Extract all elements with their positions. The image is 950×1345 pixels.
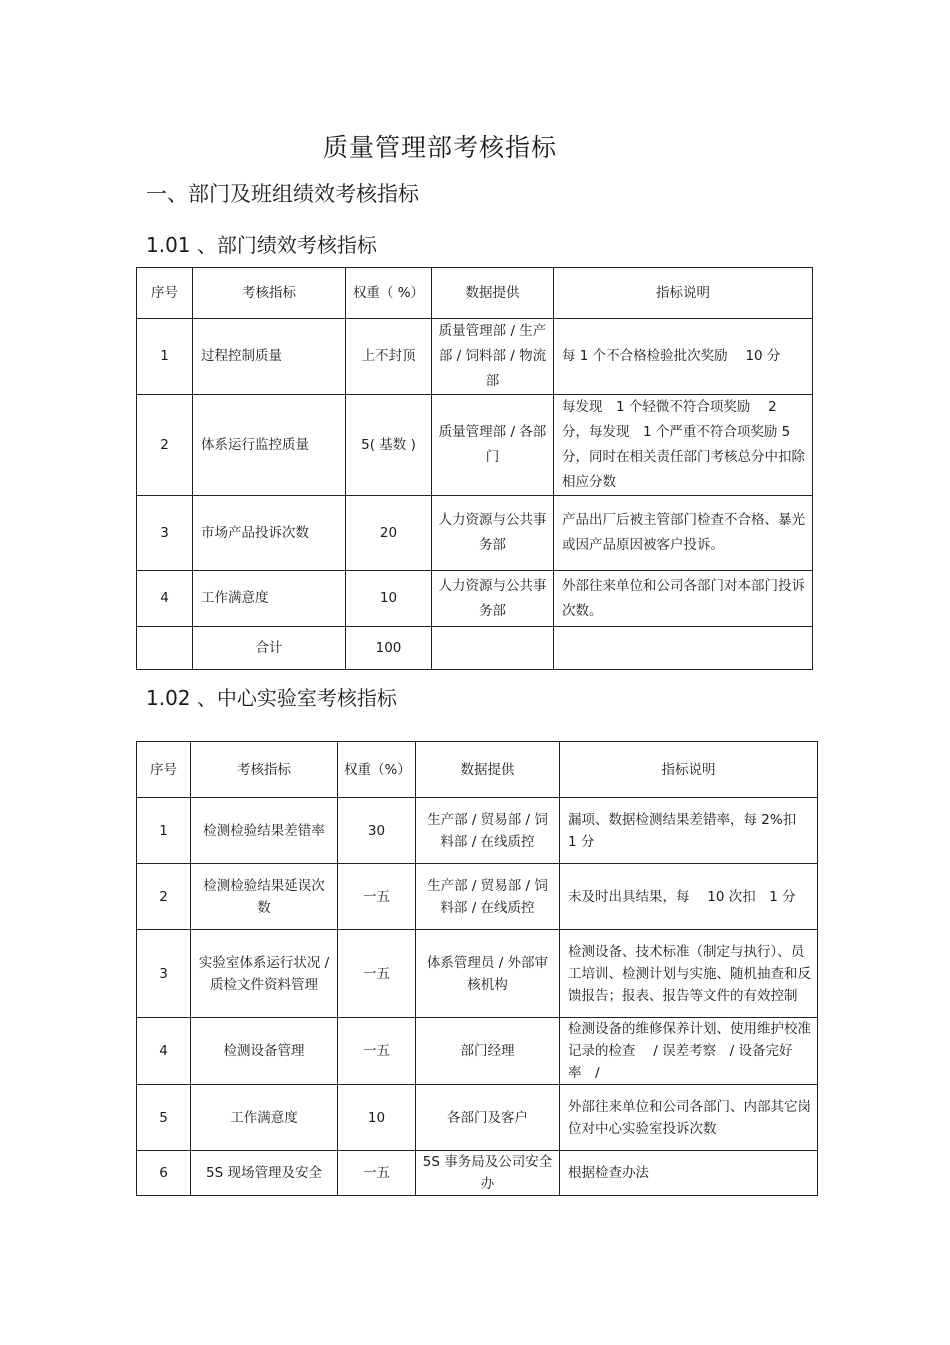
kpi-description: 每发现 1 个轻微不符合项奖励 2 分，每发现 1 个严重不符合项奖励 5 分，同时在相关责任部门考核总分中扣除相应分数	[554, 395, 813, 496]
kpi-description: 未及时出具结果，每 10 次扣 1 分	[560, 864, 818, 930]
table-row	[137, 571, 813, 627]
table-row	[137, 930, 818, 1018]
header-cell: 数据提供	[432, 268, 554, 319]
table-row	[137, 798, 818, 864]
header-cell: 指标说明	[554, 268, 813, 319]
header-cell: 权重（ %）	[346, 268, 432, 319]
table-row	[137, 864, 818, 930]
data-provider: 生产部 / 贸易部 / 饲料部 / 在线质控	[416, 798, 560, 864]
table-header-row	[137, 268, 813, 319]
table-row	[137, 395, 813, 496]
lab-kpi-table	[136, 741, 818, 1196]
total-label: 合计	[193, 627, 346, 670]
row-index: 3	[137, 496, 193, 571]
header-cell: 考核指标	[193, 268, 346, 319]
department-kpi-table	[136, 267, 813, 670]
kpi-name: 市场产品投诉次数	[193, 496, 346, 571]
header-cell: 考核指标	[191, 742, 338, 798]
kpi-name: 检测设备管理	[191, 1018, 338, 1085]
kpi-name: 检测检验结果差错率	[191, 798, 338, 864]
header-cell: 权重（%）	[338, 742, 416, 798]
page-title: 质量管理部考核指标	[322, 133, 557, 162]
row-index: 4	[137, 1018, 191, 1085]
header-cell: 指标说明	[560, 742, 818, 798]
data-provider: 质量管理部 / 各部门	[432, 395, 554, 496]
kpi-name: 实验室体系运行状况 / 质检文件资料管理	[191, 930, 338, 1018]
header-cell: 序号	[137, 268, 193, 319]
kpi-weight: 30	[338, 798, 416, 864]
kpi-description: 检测设备的维修保养计划、使用维护校准记录的检查 / 误差考察 / 设备完好率 /	[560, 1018, 818, 1085]
row-index: 6	[137, 1151, 191, 1196]
kpi-weight: 上不封顶	[346, 319, 432, 395]
table-header-row	[137, 742, 818, 798]
section-heading: 一、部门及班组绩效考核指标	[146, 182, 419, 206]
kpi-description: 根据检查办法	[560, 1151, 818, 1196]
total-weight: 100	[346, 627, 432, 670]
row-index: 2	[137, 864, 191, 930]
kpi-name: 过程控制质量	[193, 319, 346, 395]
kpi-name: 5S 现场管理及安全	[191, 1151, 338, 1196]
row-index: 1	[137, 798, 191, 864]
table-row	[137, 319, 813, 395]
row-index: 1	[137, 319, 193, 395]
kpi-weight: 10	[346, 571, 432, 627]
subsection-heading-lab: 1.02 、中心实验室考核指标	[146, 686, 397, 710]
kpi-description: 外部往来单位和公司各部门对本部门投诉次数。	[554, 571, 813, 627]
kpi-weight: 一五	[338, 864, 416, 930]
kpi-description: 外部往来单位和公司各部门、内部其它岗位对中心实验室投诉次数	[560, 1085, 818, 1151]
kpi-weight: 一五	[338, 930, 416, 1018]
kpi-name: 检测检验结果延误次数	[191, 864, 338, 930]
row-index: 4	[137, 571, 193, 627]
data-provider: 5S 事务局及公司安全办	[416, 1151, 560, 1196]
kpi-name: 工作满意度	[193, 571, 346, 627]
kpi-name: 工作满意度	[191, 1085, 338, 1151]
data-provider: 体系管理员 / 外部审核机构	[416, 930, 560, 1018]
table-row	[137, 496, 813, 571]
kpi-weight: 一五	[338, 1018, 416, 1085]
kpi-description: 漏项、数据检测结果差错率，每 2%扣 1 分	[560, 798, 818, 864]
kpi-weight: 10	[338, 1085, 416, 1151]
subsection-heading-department: 1.01 、部门绩效考核指标	[146, 233, 377, 257]
row-index: 3	[137, 930, 191, 1018]
kpi-weight: 20	[346, 496, 432, 571]
total-row	[137, 627, 813, 670]
kpi-description: 产品出厂后被主管部门检查不合格、暴光或因产品原因被客户投诉。	[554, 496, 813, 571]
row-index: 2	[137, 395, 193, 496]
table-row	[137, 1151, 818, 1196]
data-provider: 部门经理	[416, 1018, 560, 1085]
kpi-name: 体系运行监控质量	[193, 395, 346, 496]
data-provider: 人力资源与公共事务部	[432, 571, 554, 627]
table-row	[137, 1018, 818, 1085]
kpi-weight: 5( 基数 )	[346, 395, 432, 496]
kpi-description: 每 1 个不合格检验批次奖励 10 分	[554, 319, 813, 395]
data-provider: 各部门及客户	[416, 1085, 560, 1151]
header-cell: 数据提供	[416, 742, 560, 798]
data-provider: 生产部 / 贸易部 / 饲料部 / 在线质控	[416, 864, 560, 930]
data-provider: 人力资源与公共事务部	[432, 496, 554, 571]
row-index: 5	[137, 1085, 191, 1151]
table-row	[137, 1085, 818, 1151]
kpi-weight: 一五	[338, 1151, 416, 1196]
kpi-description: 检测设备、技术标准（制定与执行）、员工培训、检测计划与实施、随机抽查和反馈报告；报表、报告等文件的有效控制	[560, 930, 818, 1018]
data-provider	[432, 627, 554, 670]
kpi-description	[554, 627, 813, 670]
row-index	[137, 627, 193, 670]
data-provider: 质量管理部 / 生产部 / 饲料部 / 物流部	[432, 319, 554, 395]
header-cell: 序号	[137, 742, 191, 798]
